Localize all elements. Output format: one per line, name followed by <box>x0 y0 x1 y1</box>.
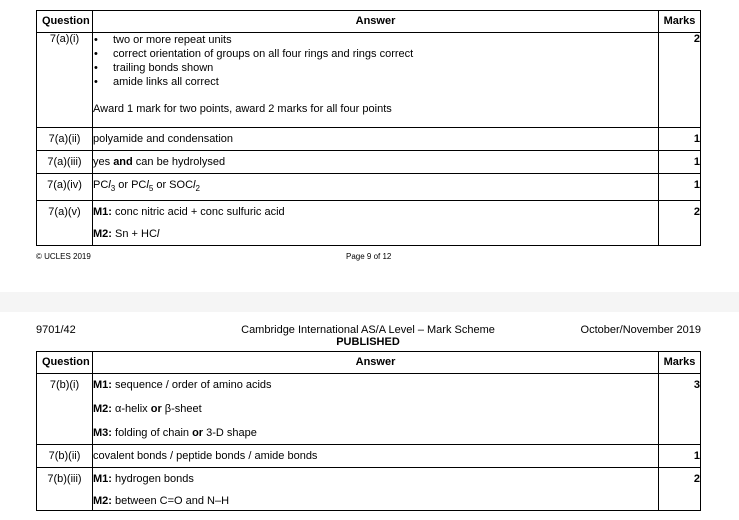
marks-value: 3 <box>659 374 701 445</box>
m1-point: M1: sequence / order of amino acids <box>93 379 272 391</box>
marks-value: 2 <box>659 201 701 246</box>
question-number: 7(a)(ii) <box>37 128 93 151</box>
list-item: • two or more repeat units <box>93 33 658 47</box>
answer-text: polyamide and condensation <box>93 128 659 151</box>
marks-value: 1 <box>659 151 701 174</box>
exam-session: October/November 2019 <box>580 324 701 336</box>
question-number: 7(b)(i) <box>37 374 93 445</box>
table-row <box>37 33 701 128</box>
published-label: PUBLISHED <box>336 336 400 348</box>
m3-point: M3: folding of chain or 3-D shape <box>93 427 257 439</box>
table-row <box>37 128 701 151</box>
list-item: • correct orientation of groups on all four rings and rings correct <box>93 47 658 61</box>
page-10 <box>0 312 739 520</box>
document-title <box>200 324 536 348</box>
answer-text: yes and can be hydrolysed <box>93 151 659 174</box>
page-separator <box>0 292 739 312</box>
table-row <box>37 174 701 201</box>
m1-point: M1: hydrogen bonds <box>93 473 194 485</box>
table-row <box>37 374 701 445</box>
question-number: 7(a)(iii) <box>37 151 93 174</box>
m2-point: M2: Sn + HCl <box>93 228 160 241</box>
question-number: 7(a)(i) <box>37 33 93 128</box>
question-number: 7(b)(iii) <box>37 468 93 511</box>
answer-header: Answer <box>93 11 659 33</box>
table-header-row <box>37 352 701 374</box>
criteria-list <box>93 33 658 89</box>
table-row <box>37 468 701 511</box>
question-header: Question <box>37 352 93 374</box>
marks-value: 2 <box>659 468 701 511</box>
copyright-footer: © UCLES 2019 <box>36 252 91 261</box>
list-item: • amide links all correct <box>93 75 658 89</box>
marks-value: 1 <box>659 128 701 151</box>
table-header-row <box>37 11 701 33</box>
marks-value: 1 <box>659 174 701 201</box>
question-number: 7(a)(v) <box>37 201 93 246</box>
mark-scheme-table-7b <box>36 351 701 511</box>
table-row <box>37 151 701 174</box>
answer-text: PCl$_3$ or PCl$_5$ or SOCl$_2$ <box>93 174 659 201</box>
answer-cell <box>93 468 659 511</box>
answer-header: Answer <box>93 352 659 374</box>
question-header: Question <box>37 11 93 33</box>
marks-header: Marks <box>659 11 701 33</box>
m2-point: M2: α-helix or β-sheet <box>93 403 202 415</box>
answer-cell <box>93 201 659 246</box>
m2-point: M2: between C=O and N–H <box>93 495 230 507</box>
question-number: 7(a)(iv) <box>37 174 93 201</box>
mark-scheme-table-7a <box>36 10 701 246</box>
title-line: Cambridge International AS/A Level – Mark Scheme <box>241 324 495 336</box>
syllabus-code: 9701/42 <box>36 324 76 336</box>
answer-text: covalent bonds / peptide bonds / amide bonds <box>93 445 659 468</box>
award-note: Award 1 mark for two points, award 2 marks for all four points <box>93 103 392 115</box>
answer-cell <box>93 374 659 445</box>
answer-cell <box>93 33 659 128</box>
question-number: 7(b)(ii) <box>37 445 93 468</box>
table-row <box>37 201 701 246</box>
marks-value: 1 <box>659 445 701 468</box>
marks-value: 2 <box>659 33 701 128</box>
m1-point: M1: conc nitric acid + conc sulfuric acid <box>93 206 285 219</box>
marks-header: Marks <box>659 352 701 374</box>
list-item: • trailing bonds shown <box>93 61 658 75</box>
page-number: Page 9 of 12 <box>346 252 392 261</box>
table-row <box>37 445 701 468</box>
